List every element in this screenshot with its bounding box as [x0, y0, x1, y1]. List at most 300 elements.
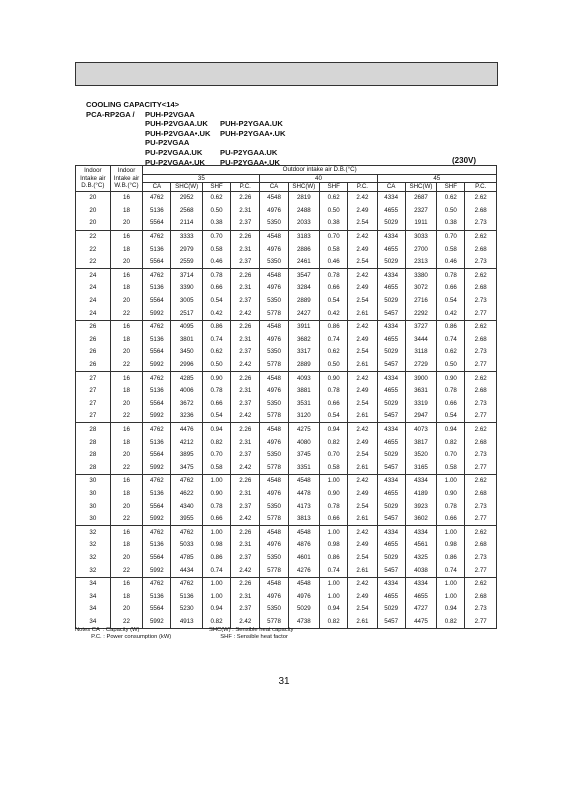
- table-cell: 0.66: [437, 397, 465, 410]
- table-cell: 18: [110, 243, 143, 256]
- table-cell: 5136: [143, 243, 171, 256]
- table-cell: 1.00: [320, 590, 348, 603]
- table-cell: 0.58: [202, 243, 230, 256]
- table-cell: 4548: [260, 577, 288, 590]
- table-cell: 3672: [171, 397, 202, 410]
- header-outdoor: Outdoor intake air D.B.(°C): [143, 166, 497, 175]
- table-cell: 0.90: [320, 372, 348, 385]
- table-cell: 0.94: [437, 603, 465, 616]
- table-cell: 0.74: [202, 333, 230, 346]
- table-cell: 0.94: [202, 423, 230, 436]
- header-sub: SHF: [437, 183, 465, 192]
- table-cell: 4189: [405, 487, 436, 500]
- table-cell: 3475: [171, 461, 202, 474]
- table-cell: 3120: [288, 410, 319, 423]
- table-cell: 20: [110, 295, 143, 308]
- table-cell: 2.42: [231, 410, 260, 423]
- table-cell: 2559: [171, 256, 202, 269]
- table-cell: 2.26: [231, 191, 260, 204]
- table-cell: 2.54: [348, 603, 377, 616]
- table-cell: 2.26: [231, 423, 260, 436]
- table-cell: 0.82: [437, 615, 465, 628]
- table-cell: 20: [110, 551, 143, 564]
- outdoor-model: PUH-P2VGAA.UK: [145, 119, 208, 129]
- table-cell: 4276: [288, 564, 319, 577]
- table-cell: 4548: [260, 230, 288, 243]
- table-cell: 2.62: [465, 423, 497, 436]
- table-cell: 2.73: [465, 500, 497, 513]
- table-cell: 0.50: [437, 204, 465, 217]
- model-row: [86, 109, 195, 120]
- table-cell: 20: [110, 603, 143, 616]
- table-cell: 28: [76, 423, 111, 436]
- table-cell: 4976: [260, 243, 288, 256]
- table-row: [76, 436, 497, 449]
- table-cell: 0.54: [202, 410, 230, 423]
- table-cell: 5029: [377, 500, 405, 513]
- table-cell: 0.78: [202, 385, 230, 398]
- table-cell: 4762: [143, 230, 171, 243]
- table-cell: 1.00: [202, 474, 230, 487]
- table-cell: 5457: [377, 461, 405, 474]
- table-cell: 4038: [405, 564, 436, 577]
- table-cell: 2.31: [231, 204, 260, 217]
- table-cell: 20: [110, 346, 143, 359]
- table-row: [76, 256, 497, 269]
- table-cell: 3118: [405, 346, 436, 359]
- table-cell: 3682: [288, 333, 319, 346]
- table-cell: 0.38: [437, 217, 465, 230]
- table-cell: 5778: [260, 307, 288, 320]
- table-cell: 5564: [143, 449, 171, 462]
- table-cell: 1.00: [320, 577, 348, 590]
- table-cell: 4548: [260, 320, 288, 333]
- table-cell: 0.50: [202, 204, 230, 217]
- table-cell: 0.90: [437, 372, 465, 385]
- table-cell: 5457: [377, 615, 405, 628]
- table-cell: 0.82: [202, 615, 230, 628]
- table-cell: 0.70: [202, 449, 230, 462]
- table-cell: 4476: [171, 423, 202, 436]
- table-cell: 18: [110, 590, 143, 603]
- table-cell: 22: [110, 615, 143, 628]
- table-row: [76, 397, 497, 410]
- table-cell: 5136: [143, 333, 171, 346]
- table-cell: 2.77: [465, 307, 497, 320]
- table-cell: 22: [110, 307, 143, 320]
- table-cell: 30: [76, 500, 111, 513]
- header-temp: 35: [143, 174, 260, 183]
- table-cell: 2.42: [348, 320, 377, 333]
- note-shf: SHF : Sensible heat factor: [209, 634, 288, 641]
- table-cell: 5992: [143, 615, 171, 628]
- table-row: [76, 307, 497, 320]
- table-cell: 0.62: [202, 191, 230, 204]
- model-row: [86, 147, 278, 158]
- table-cell: 4073: [405, 423, 436, 436]
- table-cell: 2.42: [348, 230, 377, 243]
- table-cell: 2.61: [348, 615, 377, 628]
- table-row: [76, 577, 497, 590]
- table-row: [76, 359, 497, 372]
- table-cell: 32: [76, 526, 111, 539]
- table-cell: 4655: [377, 243, 405, 256]
- table-row: [76, 474, 497, 487]
- table-cell: 0.90: [437, 487, 465, 500]
- table-cell: 20: [110, 449, 143, 462]
- table-cell: 2.61: [348, 461, 377, 474]
- table-cell: 34: [76, 590, 111, 603]
- table-cell: 3714: [171, 269, 202, 282]
- table-cell: 2.49: [348, 282, 377, 295]
- table-cell: 16: [110, 269, 143, 282]
- table-cell: 0.58: [202, 461, 230, 474]
- outdoor-model: PU-P2YGAA•.UK: [220, 157, 281, 167]
- table-cell: 0.62: [202, 346, 230, 359]
- table-cell: 5457: [377, 307, 405, 320]
- table-cell: 2.73: [465, 449, 497, 462]
- table-cell: 5778: [260, 513, 288, 526]
- table-cell: 32: [76, 564, 111, 577]
- table-cell: 18: [110, 282, 143, 295]
- table-cell: 16: [110, 526, 143, 539]
- table-cell: 26: [76, 320, 111, 333]
- table-cell: 2.26: [231, 526, 260, 539]
- table-cell: 32: [76, 539, 111, 552]
- table-cell: 2.26: [231, 230, 260, 243]
- table-row: [76, 410, 497, 423]
- table-cell: 4976: [260, 487, 288, 500]
- table-cell: 4976: [288, 590, 319, 603]
- table-cell: 2.49: [348, 539, 377, 552]
- table-row: [76, 372, 497, 385]
- table-cell: 2.26: [231, 474, 260, 487]
- outdoor-model: PU-P2VGAA•.UK: [145, 157, 206, 167]
- table-cell: 3900: [405, 372, 436, 385]
- table-cell: 28: [76, 449, 111, 462]
- table-cell: 2.37: [231, 346, 260, 359]
- table-cell: 2.26: [231, 577, 260, 590]
- table-cell: 2729: [405, 359, 436, 372]
- table-cell: 5136: [143, 204, 171, 217]
- table-cell: 16: [110, 230, 143, 243]
- table-cell: 20: [76, 191, 111, 204]
- table-cell: 18: [110, 385, 143, 398]
- table-row: [76, 269, 497, 282]
- table-cell: 4548: [260, 191, 288, 204]
- table-cell: 5564: [143, 603, 171, 616]
- table-cell: 5230: [171, 603, 202, 616]
- table-cell: 4285: [171, 372, 202, 385]
- table-cell: 2.73: [465, 603, 497, 616]
- table-cell: 2716: [405, 295, 436, 308]
- table-cell: 5457: [377, 513, 405, 526]
- table-cell: 2.31: [231, 385, 260, 398]
- table-cell: 4478: [288, 487, 319, 500]
- table-cell: 3955: [171, 513, 202, 526]
- header-sub: P.C.: [465, 183, 497, 192]
- header-sub: SHF: [202, 183, 230, 192]
- header-sub: SHF: [320, 183, 348, 192]
- table-cell: 0.50: [202, 359, 230, 372]
- table-cell: 5350: [260, 346, 288, 359]
- table-cell: 0.78: [202, 500, 230, 513]
- table-cell: 5350: [260, 295, 288, 308]
- table-cell: 0.74: [320, 333, 348, 346]
- table-cell: 5457: [377, 410, 405, 423]
- model-row: [86, 119, 283, 129]
- table-cell: 3033: [405, 230, 436, 243]
- table-cell: 4655: [377, 282, 405, 295]
- table-cell: 0.74: [202, 564, 230, 577]
- table-cell: 0.58: [437, 461, 465, 474]
- table-cell: 2.77: [465, 410, 497, 423]
- table-cell: 5778: [260, 564, 288, 577]
- table-cell: 5350: [260, 217, 288, 230]
- table-cell: 2.68: [465, 204, 497, 217]
- table-cell: 27: [76, 397, 111, 410]
- table-cell: 2.54: [348, 551, 377, 564]
- table-cell: 4334: [405, 526, 436, 539]
- table-cell: 2.42: [231, 513, 260, 526]
- table-cell: 2.49: [348, 436, 377, 449]
- table-cell: 4976: [260, 436, 288, 449]
- table-cell: 2114: [171, 217, 202, 230]
- section-header-bar: [75, 62, 498, 86]
- table-cell: 0.98: [202, 539, 230, 552]
- table-cell: 4548: [288, 526, 319, 539]
- table-cell: 0.86: [320, 551, 348, 564]
- table-cell: 2886: [288, 243, 319, 256]
- table-cell: 0.78: [437, 500, 465, 513]
- table-cell: 2.73: [465, 551, 497, 564]
- table-cell: 4475: [405, 615, 436, 628]
- table-cell: 26: [76, 333, 111, 346]
- table-cell: 5136: [143, 487, 171, 500]
- table-cell: 3072: [405, 282, 436, 295]
- table-cell: 5029: [377, 217, 405, 230]
- table-cell: 0.78: [320, 269, 348, 282]
- table-cell: 3165: [405, 461, 436, 474]
- table-cell: 22: [110, 513, 143, 526]
- table-cell: 4727: [405, 603, 436, 616]
- header-sub: CA: [377, 183, 405, 192]
- table-cell: 2.77: [465, 615, 497, 628]
- table-cell: 4976: [260, 333, 288, 346]
- table-cell: 0.98: [320, 539, 348, 552]
- table-cell: 2.77: [465, 564, 497, 577]
- table-cell: 2.49: [348, 204, 377, 217]
- table-cell: 0.82: [320, 615, 348, 628]
- table-cell: 5136: [171, 590, 202, 603]
- table-cell: 5992: [143, 461, 171, 474]
- table-cell: 0.78: [202, 269, 230, 282]
- table-cell: 5136: [143, 539, 171, 552]
- table-cell: 2.73: [465, 397, 497, 410]
- table-cell: 5564: [143, 500, 171, 513]
- table-cell: 4548: [260, 372, 288, 385]
- table-row: [76, 487, 497, 500]
- table-cell: 5564: [143, 397, 171, 410]
- table-cell: 2461: [288, 256, 319, 269]
- table-cell: 20: [110, 256, 143, 269]
- table-row: [76, 551, 497, 564]
- table-cell: 2.42: [231, 461, 260, 474]
- table-cell: 2.37: [231, 217, 260, 230]
- table-cell: 5350: [260, 449, 288, 462]
- table-row: [76, 217, 497, 230]
- table-cell: 2.31: [231, 487, 260, 500]
- table-cell: 20: [110, 217, 143, 230]
- table-cell: 24: [76, 295, 111, 308]
- table-cell: 5350: [260, 500, 288, 513]
- table-cell: 34: [76, 603, 111, 616]
- table-cell: 3284: [288, 282, 319, 295]
- table-cell: 2.37: [231, 397, 260, 410]
- table-cell: 4006: [171, 385, 202, 398]
- table-cell: 0.86: [202, 320, 230, 333]
- table-row: [76, 295, 497, 308]
- table-cell: 2889: [288, 295, 319, 308]
- table-cell: 3520: [405, 449, 436, 462]
- table-cell: 3005: [171, 295, 202, 308]
- table-cell: 4095: [171, 320, 202, 333]
- table-cell: 2.68: [465, 333, 497, 346]
- header-temp: 40: [260, 174, 377, 183]
- table-cell: 16: [110, 577, 143, 590]
- table-cell: 3895: [171, 449, 202, 462]
- table-cell: 2700: [405, 243, 436, 256]
- table-cell: 5350: [260, 397, 288, 410]
- table-cell: 2.26: [231, 320, 260, 333]
- table-cell: 5457: [377, 359, 405, 372]
- table-cell: 5778: [260, 410, 288, 423]
- table-row: [76, 320, 497, 333]
- table-cell: 0.90: [202, 372, 230, 385]
- table-cell: 0.50: [437, 359, 465, 372]
- table-cell: 2033: [288, 217, 319, 230]
- table-cell: 0.82: [202, 436, 230, 449]
- table-cell: 4762: [143, 320, 171, 333]
- outdoor-model: PUH-P2YGAA•.UK: [220, 128, 286, 138]
- table-cell: 2.37: [231, 500, 260, 513]
- table-cell: 4655: [405, 590, 436, 603]
- table-cell: 2.68: [465, 282, 497, 295]
- table-cell: 2.37: [231, 449, 260, 462]
- table-cell: 20: [110, 500, 143, 513]
- table-cell: 2.62: [465, 577, 497, 590]
- table-cell: 2.26: [231, 372, 260, 385]
- model-row: [86, 138, 190, 148]
- table-cell: 2.42: [348, 269, 377, 282]
- table-cell: 0.62: [320, 191, 348, 204]
- table-row: [76, 333, 497, 346]
- table-cell: 5778: [260, 615, 288, 628]
- table-cell: 5350: [260, 603, 288, 616]
- table-cell: 20: [76, 204, 111, 217]
- table-cell: 3319: [405, 397, 436, 410]
- table-cell: 5350: [260, 551, 288, 564]
- table-cell: 5029: [377, 295, 405, 308]
- table-cell: 1.00: [202, 590, 230, 603]
- table-cell: 4334: [377, 230, 405, 243]
- table-cell: 5033: [171, 539, 202, 552]
- table-cell: 2.49: [348, 590, 377, 603]
- table-cell: 0.38: [320, 217, 348, 230]
- table-cell: 1911: [405, 217, 436, 230]
- table-cell: 4655: [377, 436, 405, 449]
- table-cell: 4212: [171, 436, 202, 449]
- table-cell: 4655: [377, 590, 405, 603]
- header-sub: CA: [143, 183, 171, 192]
- table-cell: 22: [76, 256, 111, 269]
- table-cell: 5564: [143, 551, 171, 564]
- table-cell: 2.62: [465, 320, 497, 333]
- table-cell: 4334: [377, 269, 405, 282]
- table-cell: 2313: [405, 256, 436, 269]
- table-cell: 4762: [143, 191, 171, 204]
- table-cell: 27: [76, 372, 111, 385]
- table-cell: 3390: [171, 282, 202, 295]
- table-cell: 5992: [143, 359, 171, 372]
- table-cell: 0.70: [320, 449, 348, 462]
- table-cell: 4334: [405, 577, 436, 590]
- table-cell: 0.78: [437, 385, 465, 398]
- table-cell: 1.00: [437, 474, 465, 487]
- table-cell: 4655: [377, 487, 405, 500]
- table-cell: 0.90: [202, 487, 230, 500]
- table-cell: 2.68: [465, 590, 497, 603]
- table-cell: 2952: [171, 191, 202, 204]
- table-cell: 0.62: [437, 191, 465, 204]
- table-cell: 28: [76, 461, 111, 474]
- table-cell: 18: [110, 333, 143, 346]
- table-cell: 4655: [377, 333, 405, 346]
- table-cell: 0.82: [320, 436, 348, 449]
- table-cell: 2.54: [348, 397, 377, 410]
- table-cell: 2.54: [348, 256, 377, 269]
- table-cell: 32: [76, 551, 111, 564]
- table-cell: 4976: [260, 282, 288, 295]
- table-cell: 24: [76, 282, 111, 295]
- table-cell: 2.31: [231, 282, 260, 295]
- table-cell: 4785: [171, 551, 202, 564]
- table-cell: 1.00: [202, 577, 230, 590]
- table-cell: 0.66: [437, 282, 465, 295]
- table-cell: 0.66: [320, 397, 348, 410]
- table-cell: 5136: [143, 385, 171, 398]
- table-cell: 18: [110, 539, 143, 552]
- table-cell: 2.77: [465, 359, 497, 372]
- table-cell: 5136: [143, 590, 171, 603]
- table-cell: 1.00: [202, 526, 230, 539]
- table-cell: 0.42: [320, 307, 348, 320]
- header-indoor-db: Indoor Intake air D.B.(°C): [76, 166, 111, 192]
- table-cell: 5992: [143, 307, 171, 320]
- table-cell: 0.66: [202, 397, 230, 410]
- table-cell: 2819: [288, 191, 319, 204]
- outdoor-model: PU-P2YGAA.UK: [220, 147, 278, 157]
- table-cell: 2.42: [348, 372, 377, 385]
- table-cell: 4334: [377, 372, 405, 385]
- table-cell: 4275: [288, 423, 319, 436]
- table-cell: 2.26: [231, 269, 260, 282]
- table-cell: 2889: [288, 359, 319, 372]
- table-cell: 2687: [405, 191, 436, 204]
- table-cell: 2427: [288, 307, 319, 320]
- table-cell: 2.68: [465, 539, 497, 552]
- table-row: [76, 539, 497, 552]
